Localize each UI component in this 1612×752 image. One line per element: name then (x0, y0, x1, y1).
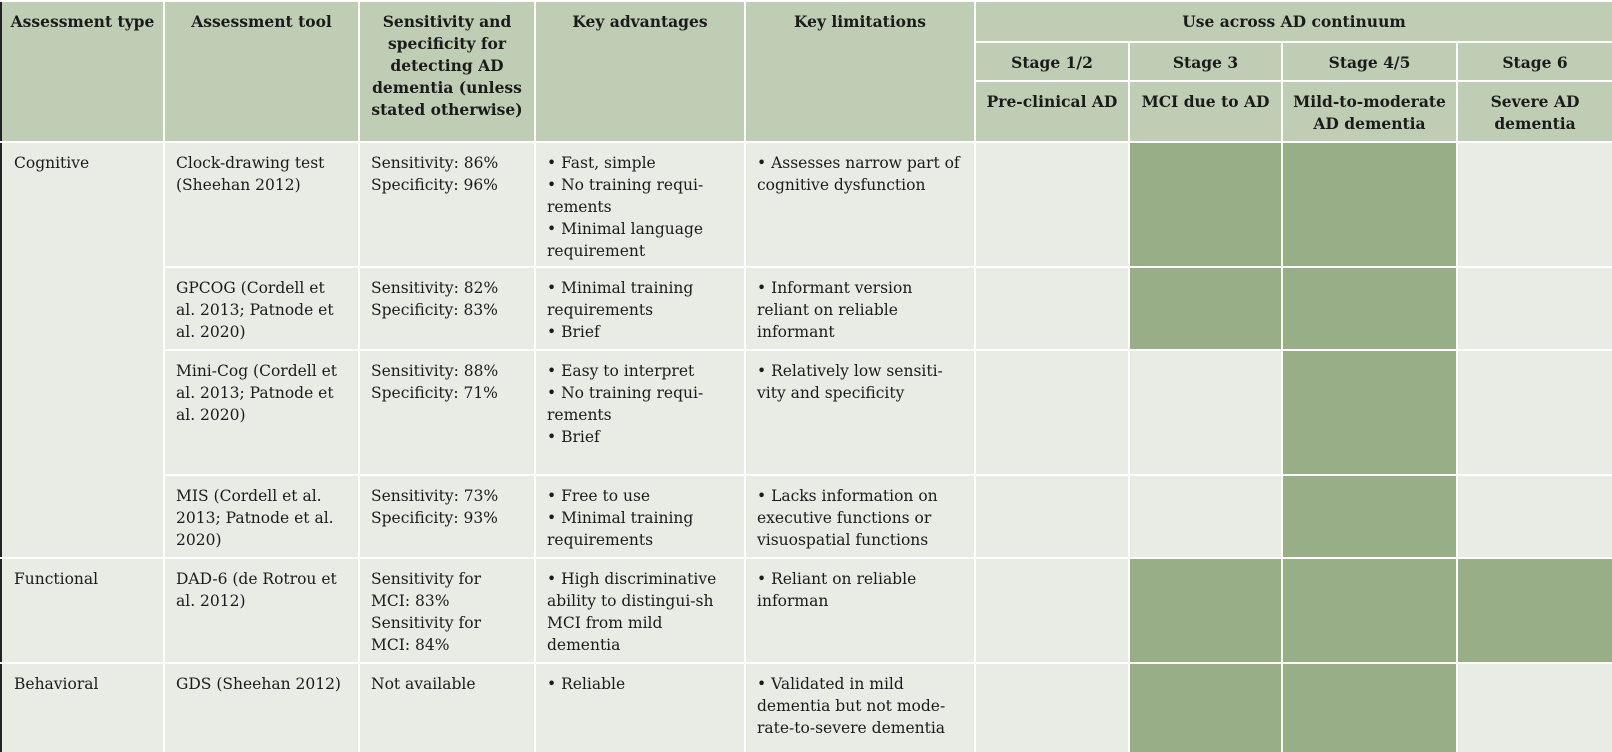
assessment-tool-cell: GDS (Sheehan 2012) (164, 663, 359, 752)
header-preclinical: Pre-clinical AD (975, 81, 1129, 142)
limitation-item: • Validated in mild dementia but not mode-rate-to-severe dementia (757, 675, 946, 737)
limitations-cell (745, 558, 975, 663)
advantages-cell (535, 663, 745, 752)
header-limitations: Key limitations (745, 1, 975, 142)
advantages-cell (535, 142, 745, 267)
limitations-cell (745, 142, 975, 267)
header-continuum: Use across AD continuum (975, 1, 1612, 42)
sensitivity-line: Sensitivity: 88% (371, 362, 499, 380)
advantage-item: • Fast, simple (547, 154, 656, 172)
advantages-cell (535, 558, 745, 663)
sensitivity-cell (359, 142, 535, 267)
header-stage-6: Stage 6 (1457, 42, 1612, 81)
assessment-type-cell: Functional (1, 558, 164, 663)
stage-use-cell-active (1129, 142, 1282, 267)
header-advantages: Key advantages (535, 1, 745, 142)
stage-use-cell-active (1282, 475, 1457, 558)
advantage-item: • Minimal training requirements (547, 279, 694, 319)
sensitivity-cell (359, 558, 535, 663)
sensitivity-line: Sensitivity for MCI: 84% (371, 614, 481, 654)
header-stage-1-2: Stage 1/2 (975, 42, 1129, 81)
table-row (1, 663, 1612, 752)
sensitivity-cell (359, 350, 535, 475)
sensitivity-line: Sensitivity: 82% (371, 279, 499, 297)
specificity-line: Specificity: 83% (371, 301, 498, 319)
assessment-tool-cell: MIS (Cordell et al. 2013; Patnode et al. 2020) (164, 475, 359, 558)
header-mci: MCI due to AD (1129, 81, 1282, 142)
stage-use-cell (1129, 475, 1282, 558)
assessment-tool-cell: Mini-Cog (Cordell et al. 2013; Patnode et al. 2020) (164, 350, 359, 475)
sensitivity-line: Sensitivity for MCI: 83% (371, 570, 481, 610)
advantages-cell (535, 475, 745, 558)
advantage-item: • High discriminative ability to distingui-sh MCI from mild dementia (547, 570, 717, 654)
stage-use-cell (1457, 267, 1612, 350)
stage-use-cell-active (1282, 267, 1457, 350)
header-stage-3: Stage 3 (1129, 42, 1282, 81)
stage-use-cell (975, 558, 1129, 663)
sensitivity-line: Not available (371, 675, 476, 693)
specificity-line: Specificity: 96% (371, 176, 498, 194)
header-assessment-tool: Assessment tool (164, 1, 359, 142)
header-sensitivity: Sensitivity and specificity for detecting AD dementia (unless stated otherwise) (359, 1, 535, 142)
advantage-item: • Reliable (547, 675, 626, 693)
advantages-cell (535, 350, 745, 475)
header-stage-4-5: Stage 4/5 (1282, 42, 1457, 81)
table-row (1, 475, 1612, 558)
stage-use-cell-active (1282, 663, 1457, 752)
table-row (1, 558, 1612, 663)
stage-use-cell (1129, 350, 1282, 475)
limitation-item: • Assesses narrow part of cognitive dysfunction (757, 154, 960, 194)
advantage-item: • Brief (547, 428, 600, 446)
stage-use-cell-active (1129, 267, 1282, 350)
header-mild-moderate: Mild-to-moderate AD dementia (1282, 81, 1457, 142)
stage-use-cell-active (1457, 558, 1612, 663)
limitation-item: • Reliant on reliable informan (757, 570, 917, 610)
limitations-cell (745, 267, 975, 350)
stage-use-cell (1457, 475, 1612, 558)
sensitivity-line: Sensitivity: 86% (371, 154, 499, 172)
advantage-item: • Minimal language requirement (547, 220, 704, 260)
table-row (1, 142, 1612, 267)
sensitivity-cell (359, 663, 535, 752)
sensitivity-line: Sensitivity: 73% (371, 487, 499, 505)
header-severe: Severe AD dementia (1457, 81, 1612, 142)
stage-use-cell-active (1282, 350, 1457, 475)
advantage-item: • Easy to interpret (547, 362, 695, 380)
limitation-item: • Lacks information on executive functions or visuospatial functions (757, 487, 938, 549)
stage-use-cell-active (1129, 663, 1282, 752)
assessment-tool-cell: DAD-6 (de Rotrou et al. 2012) (164, 558, 359, 663)
stage-use-cell-active (1282, 558, 1457, 663)
stage-use-cell (975, 475, 1129, 558)
stage-use-cell-active (1282, 142, 1457, 267)
assessment-type-cell: Cognitive (1, 142, 164, 558)
advantage-item: • Free to use (547, 487, 651, 505)
header-assessment-type: Assessment type (1, 1, 164, 142)
sensitivity-cell (359, 267, 535, 350)
limitation-item: • Informant version reliant on reliable informant (757, 279, 913, 341)
specificity-line: Specificity: 93% (371, 509, 498, 527)
stage-use-cell (975, 350, 1129, 475)
advantage-item: • No training requi-rements (547, 176, 704, 216)
assessment-type-cell: Behavioral (1, 663, 164, 752)
limitations-cell (745, 350, 975, 475)
advantage-item: • No training requi-rements (547, 384, 704, 424)
stage-use-cell (975, 142, 1129, 267)
sensitivity-cell (359, 475, 535, 558)
advantage-item: • Brief (547, 323, 600, 341)
table-row (1, 267, 1612, 350)
stage-use-cell-active (1129, 558, 1282, 663)
advantage-item: • Minimal training requirements (547, 509, 694, 549)
stage-use-cell (975, 267, 1129, 350)
assessment-tool-cell: GPCOG (Cordell et al. 2013; Patnode et al. 2020) (164, 267, 359, 350)
stage-use-cell (975, 663, 1129, 752)
advantages-cell (535, 267, 745, 350)
stage-use-cell (1457, 350, 1612, 475)
table-row (1, 350, 1612, 475)
limitations-cell (745, 475, 975, 558)
stage-use-cell (1457, 142, 1612, 267)
limitation-item: • Relatively low sensiti-vity and specificity (757, 362, 943, 402)
limitations-cell (745, 663, 975, 752)
stage-use-cell (1457, 663, 1612, 752)
assessment-tool-cell: Clock-drawing test (Sheehan 2012) (164, 142, 359, 267)
specificity-line: Specificity: 71% (371, 384, 498, 402)
